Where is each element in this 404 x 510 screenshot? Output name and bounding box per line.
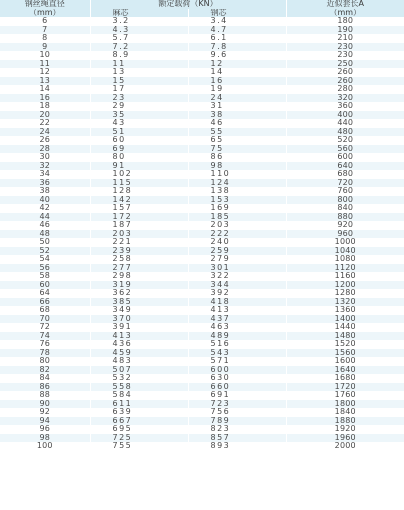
sleeve-length-cell: 230 [286,51,404,60]
table-row [0,332,404,341]
sleeve-length-cell: 190 [286,26,404,35]
diameter-cell: 42 [39,204,51,212]
diameter-cell: 14 [39,85,51,93]
steel-core-load-cell: 756 [188,408,286,417]
steel-core-load-cell: 489 [188,332,286,341]
steel-core-load-cell: 857 [188,434,286,443]
steel-core-load-cell: 110 [188,170,286,179]
sleeve-length-cell: 1320 [286,298,404,307]
steel-core-load-cell: 14 [188,68,286,77]
diameter-cell: 12 [39,68,51,76]
table-row [0,281,404,290]
hemp-core-load-cell: 3.2 [90,17,188,26]
table-row [0,77,404,86]
steel-core-load-cell: 9.6 [188,51,286,60]
diameter-cell: 68 [39,306,51,314]
diameter-cell: 52 [0,247,90,256]
table-header [0,0,404,17]
sleeve-length-cell: 280 [286,85,404,94]
table-row [0,94,404,103]
steel-core-load-cell: 463 [188,323,286,332]
diameter-cell: 30 [39,153,51,161]
table-row [0,196,404,205]
hemp-core-load-cell: 5.7 [90,34,188,43]
table-row [0,145,404,154]
diameter-cell: 94 [0,417,90,426]
diameter-cell: 22 [39,119,51,127]
hemp-core-load-cell: 4.3 [90,26,188,35]
table-row [0,162,404,171]
table-row [0,357,404,366]
hemp-core-load-cell: 11 [90,60,188,69]
table-row [0,374,404,383]
hemp-core-load-cell: 507 [90,366,188,375]
table-row [0,425,404,434]
header-steel-core: 钢芯 [188,9,286,18]
table-row [0,315,404,324]
diameter-cell: 58 [39,272,51,280]
hemp-core-load-cell: 362 [90,289,188,298]
hemp-core-load-cell: 142 [90,196,188,205]
steel-core-load-cell: 86 [188,153,286,162]
steel-core-load-cell: 322 [188,272,286,281]
sleeve-length-cell: 560 [286,145,404,154]
sleeve-length-cell: 680 [286,170,404,179]
hemp-core-load-cell: 29 [90,102,188,111]
table-row [0,408,404,417]
hemp-core-load-cell: 157 [90,204,188,213]
diameter-cell: 13 [0,77,90,86]
steel-core-load-cell: 12 [188,60,286,69]
hemp-core-load-cell: 370 [90,315,188,324]
hemp-core-load-cell: 102 [90,170,188,179]
diameter-cell: 40 [0,196,90,205]
hemp-core-load-cell: 277 [90,264,188,273]
hemp-core-load-cell: 459 [90,349,188,358]
hemp-core-load-cell: 35 [90,111,188,120]
sleeve-length-cell: 1560 [286,349,404,358]
steel-core-load-cell: 240 [188,238,286,247]
hemp-core-load-cell: 319 [90,281,188,290]
diameter-cell: 54 [39,255,51,263]
hemp-core-load-cell: 584 [90,391,188,400]
hemp-core-load-cell: 258 [90,255,188,264]
sleeve-length-cell: 1440 [286,323,404,332]
hemp-core-load-cell: 13 [90,68,188,77]
table-row [0,400,404,409]
sleeve-length-cell: 1920 [286,425,404,434]
table-row [0,34,404,43]
steel-core-load-cell: 437 [188,315,286,324]
table-row [0,43,404,52]
table-row [0,102,404,111]
table-row [0,17,404,26]
sleeve-length-cell: 480 [286,128,404,137]
diameter-cell: 76 [39,340,51,348]
diameter-cell: 60 [0,281,90,290]
table-row [0,213,404,222]
sleeve-length-cell: 260 [286,68,404,77]
steel-core-load-cell: 516 [188,340,286,349]
steel-core-load-cell: 19 [188,85,286,94]
steel-core-load-cell: 723 [188,400,286,409]
table-row [0,170,404,179]
steel-core-load-cell: 124 [188,179,286,188]
table-row [0,289,404,298]
header-rated-load: 额定载荷（KN） [90,0,286,9]
header-diameter-unit: （mm） [0,9,90,18]
steel-core-load-cell: 153 [188,196,286,205]
table-body [0,17,404,451]
steel-core-load-cell: 571 [188,357,286,366]
table-row [0,119,404,128]
table-row [0,264,404,273]
sleeve-length-cell: 1720 [286,383,404,392]
steel-core-load-cell: 893 [188,442,286,451]
sleeve-length-cell: 960 [286,230,404,239]
diameter-cell: 48 [0,230,90,239]
steel-core-load-cell: 789 [188,417,286,426]
diameter-cell: 32 [0,162,90,171]
diameter-cell: 8 [42,34,48,42]
diameter-cell: 36 [0,179,90,188]
sleeve-length-cell: 1080 [286,255,404,264]
diameter-cell: 64 [39,289,51,297]
steel-core-load-cell: 169 [188,204,286,213]
table-row [0,391,404,400]
steel-core-load-cell: 301 [188,264,286,273]
sleeve-length-cell: 920 [286,221,404,230]
sleeve-length-cell: 1480 [286,332,404,341]
sleeve-length-cell: 210 [286,34,404,43]
sleeve-length-cell: 260 [286,77,404,86]
steel-core-load-cell: 344 [188,281,286,290]
sleeve-length-cell: 1640 [286,366,404,375]
steel-core-load-cell: 259 [188,247,286,256]
diameter-cell: 9 [0,43,90,52]
table-row [0,340,404,349]
steel-core-load-cell: 4.7 [188,26,286,35]
diameter-cell: 6 [42,17,48,25]
steel-core-load-cell: 98 [188,162,286,171]
sleeve-length-cell: 1400 [286,315,404,324]
sleeve-length-cell: 440 [286,119,404,128]
steel-core-load-cell: 38 [188,111,286,120]
diameter-cell: 78 [0,349,90,358]
sleeve-length-cell: 1200 [286,281,404,290]
table-row [0,26,404,35]
sleeve-length-cell: 230 [286,43,404,52]
hemp-core-load-cell: 725 [90,434,188,443]
steel-core-load-cell: 6.1 [188,34,286,43]
hemp-core-load-cell: 203 [90,230,188,239]
sleeve-length-cell: 1120 [286,264,404,273]
diameter-cell: 86 [0,383,90,392]
steel-core-load-cell: 75 [188,145,286,154]
steel-core-load-cell: 46 [188,119,286,128]
steel-core-load-cell: 543 [188,349,286,358]
table-row [0,153,404,162]
diameter-cell: 50 [39,238,51,246]
diameter-cell: 98 [0,434,90,443]
table-row [0,272,404,281]
sleeve-length-cell: 1520 [286,340,404,349]
hemp-core-load-cell: 91 [90,162,188,171]
steel-core-load-cell: 55 [188,128,286,137]
diameter-cell: 70 [0,315,90,324]
steel-core-load-cell: 65 [188,136,286,145]
diameter-cell: 26 [39,136,51,144]
diameter-cell: 34 [39,170,51,178]
steel-core-load-cell: 138 [188,187,286,196]
table-row [0,306,404,315]
sleeve-length-cell: 1000 [286,238,404,247]
sleeve-length-cell: 1280 [286,289,404,298]
diameter-cell: 88 [39,391,51,399]
sleeve-length-cell: 1360 [286,306,404,315]
header-hemp-core: 麻芯 [90,9,188,18]
diameter-cell: 46 [39,221,51,229]
table-row [0,349,404,358]
table-row [0,136,404,145]
diameter-cell: 90 [0,400,90,409]
sleeve-length-cell: 840 [286,204,404,213]
hemp-core-load-cell: 349 [90,306,188,315]
sleeve-length-cell: 1880 [286,417,404,426]
diameter-cell: 66 [0,298,90,307]
steel-core-load-cell: 823 [188,425,286,434]
hemp-core-load-cell: 60 [90,136,188,145]
diameter-cell: 44 [0,213,90,222]
hemp-core-load-cell: 391 [90,323,188,332]
steel-core-load-cell: 418 [188,298,286,307]
diameter-cell: 100 [36,442,53,450]
table-row [0,128,404,137]
hemp-core-load-cell: 755 [90,442,188,451]
header-sleeve-unit: （mm） [286,9,404,18]
steel-core-load-cell: 222 [188,230,286,239]
diameter-cell: 56 [0,264,90,273]
diameter-cell: 10 [39,51,51,59]
hemp-core-load-cell: 187 [90,221,188,230]
sleeve-length-cell: 1600 [286,357,404,366]
sleeve-length-cell: 1960 [286,434,404,443]
diameter-cell: 92 [39,408,51,416]
diameter-cell: 7 [0,26,90,35]
hemp-core-load-cell: 532 [90,374,188,383]
table-row [0,442,404,451]
diameter-cell: 82 [0,366,90,375]
diameter-cell: 96 [39,425,51,433]
table-row [0,366,404,375]
hemp-core-load-cell: 558 [90,383,188,392]
table-row [0,247,404,256]
table-row [0,255,404,264]
hemp-core-load-cell: 8.9 [90,51,188,60]
hemp-core-load-cell: 69 [90,145,188,154]
hemp-core-load-cell: 695 [90,425,188,434]
hemp-core-load-cell: 15 [90,77,188,86]
hemp-core-load-cell: 611 [90,400,188,409]
sleeve-length-cell: 400 [286,111,404,120]
hemp-core-load-cell: 23 [90,94,188,103]
steel-core-load-cell: 691 [188,391,286,400]
table-row [0,179,404,188]
table-row [0,383,404,392]
steel-core-load-cell: 413 [188,306,286,315]
hemp-core-load-cell: 17 [90,85,188,94]
steel-core-load-cell: 3.4 [188,17,286,26]
sleeve-length-cell: 760 [286,187,404,196]
table-row [0,238,404,247]
sleeve-length-cell: 360 [286,102,404,111]
sleeve-length-cell: 640 [286,162,404,171]
diameter-cell: 80 [39,357,51,365]
hemp-core-load-cell: 239 [90,247,188,256]
steel-core-load-cell: 203 [188,221,286,230]
diameter-cell: 24 [0,128,90,137]
table-row [0,187,404,196]
diameter-cell: 18 [39,102,51,110]
sleeve-length-cell: 1160 [286,272,404,281]
steel-core-load-cell: 660 [188,383,286,392]
hemp-core-load-cell: 51 [90,128,188,137]
sleeve-length-cell: 520 [286,136,404,145]
diameter-cell: 74 [0,332,90,341]
diameter-cell: 11 [0,60,90,69]
table-row [0,298,404,307]
steel-core-load-cell: 279 [188,255,286,264]
sleeve-length-cell: 1800 [286,400,404,409]
table-row [0,60,404,69]
sleeve-length-cell: 1040 [286,247,404,256]
diameter-cell: 28 [0,145,90,154]
hemp-core-load-cell: 7.2 [90,43,188,52]
hemp-core-load-cell: 128 [90,187,188,196]
hemp-core-load-cell: 172 [90,213,188,222]
sleeve-length-cell: 720 [286,179,404,188]
diameter-cell: 20 [0,111,90,120]
hemp-core-load-cell: 80 [90,153,188,162]
sleeve-length-cell: 600 [286,153,404,162]
sleeve-length-cell: 1840 [286,408,404,417]
table-row [0,221,404,230]
table-row [0,230,404,239]
hemp-core-load-cell: 385 [90,298,188,307]
steel-core-load-cell: 31 [188,102,286,111]
sleeve-length-cell: 800 [286,196,404,205]
table-row [0,434,404,443]
table-row [0,111,404,120]
diameter-cell: 16 [0,94,90,103]
table-row [0,204,404,213]
hemp-core-load-cell: 483 [90,357,188,366]
hemp-core-load-cell: 436 [90,340,188,349]
diameter-cell: 38 [39,187,51,195]
sleeve-length-cell: 320 [286,94,404,103]
hemp-core-load-cell: 413 [90,332,188,341]
steel-core-load-cell: 392 [188,289,286,298]
hemp-core-load-cell: 298 [90,272,188,281]
hemp-core-load-cell: 115 [90,179,188,188]
steel-core-load-cell: 24 [188,94,286,103]
hemp-core-load-cell: 221 [90,238,188,247]
diameter-cell: 84 [39,374,51,382]
steel-core-load-cell: 600 [188,366,286,375]
sleeve-length-cell: 1760 [286,391,404,400]
sleeve-length-cell: 1680 [286,374,404,383]
sleeve-length-cell: 2000 [286,442,404,451]
header-diameter: 钢丝绳直径 [0,0,90,9]
table-row [0,68,404,77]
hemp-core-load-cell: 667 [90,417,188,426]
hemp-core-load-cell: 639 [90,408,188,417]
sleeve-length-cell: 180 [286,17,404,26]
steel-core-load-cell: 630 [188,374,286,383]
table-row [0,417,404,426]
header-sleeve-length: 近似套长A [286,0,404,9]
table-row [0,51,404,60]
diameter-cell: 72 [39,323,51,331]
table-row [0,323,404,332]
table-row [0,85,404,94]
steel-core-load-cell: 7.8 [188,43,286,52]
sleeve-length-cell: 250 [286,60,404,69]
sleeve-length-cell: 880 [286,213,404,222]
hemp-core-load-cell: 43 [90,119,188,128]
steel-core-load-cell: 185 [188,213,286,222]
steel-core-load-cell: 16 [188,77,286,86]
